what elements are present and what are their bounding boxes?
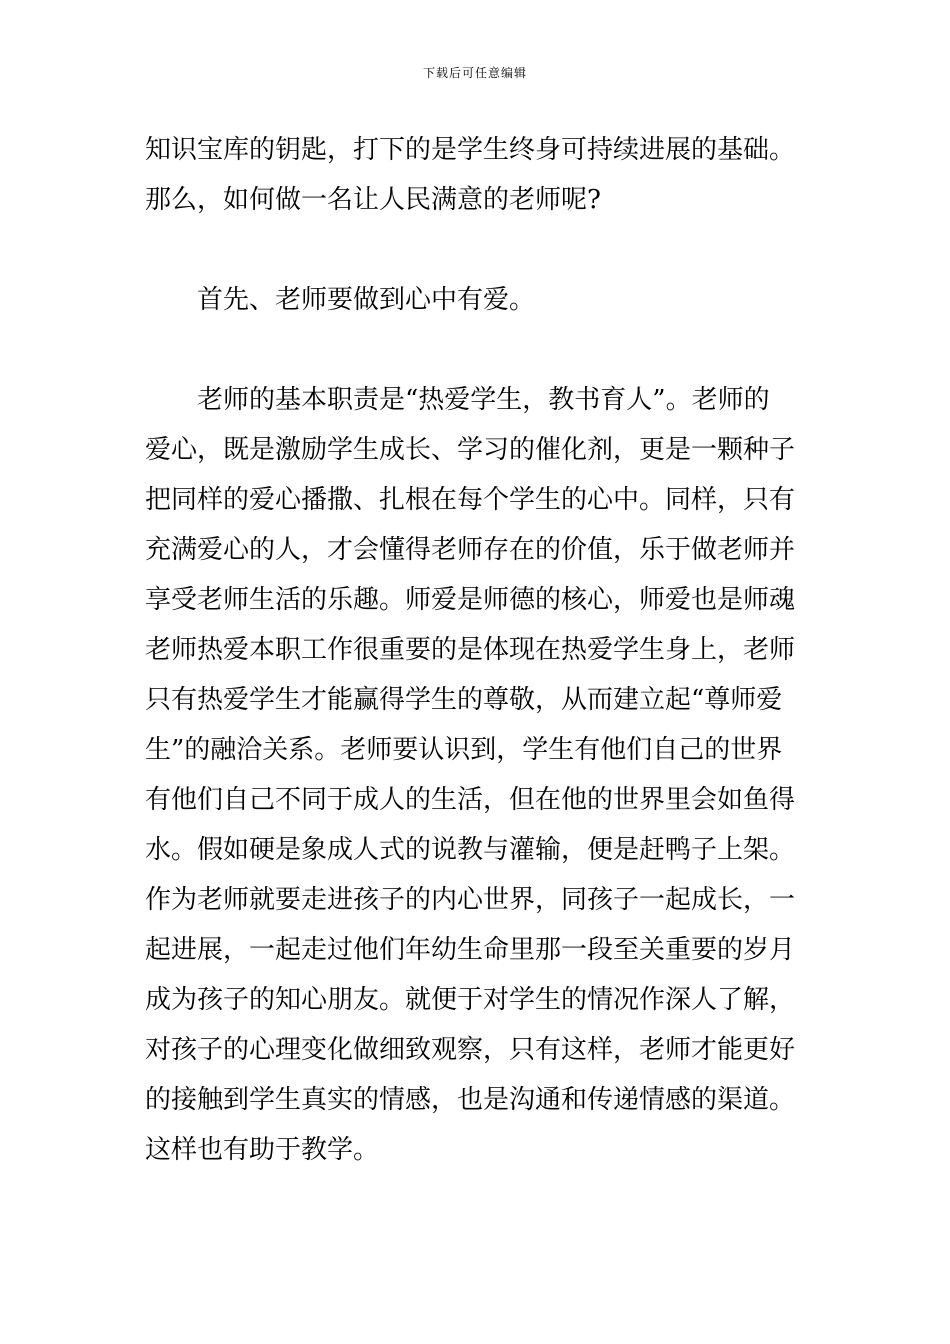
text-line: 对孩子的心理变化做细致观察，只有这样，老师才能更好 xyxy=(145,1035,796,1065)
text-line: 的接触到学生真实的情感，也是沟通和传递情感的渠道。 xyxy=(145,1085,796,1115)
text-line: 有他们自己不同于成人的生活，但在他的世界里会如鱼得 xyxy=(145,785,796,815)
text-line: 水。假如硬是象成人式的说教与灌输，便是赶鸭子上架。 xyxy=(145,835,796,865)
text-line: 作为老师就要走进孩子的内心世界，同孩子一起成长，一 xyxy=(145,885,796,915)
text-line: 这样也有助于教学。 xyxy=(145,1135,380,1165)
paragraph-gap xyxy=(145,225,810,275)
document-body xyxy=(145,125,810,1175)
text-line: 起进展，一起走过他们年幼生命里那一段至关重要的岁月 xyxy=(145,935,796,965)
text-line: 享受老师生活的乐趣。师爱是师德的核心，师爱也是师魂 xyxy=(145,585,796,615)
text-line: 把同样的爱心播撒、扎根在每个学生的心中。同样，只有 xyxy=(145,485,796,515)
text-line: 知识宝库的钥匙，打下的是学生终身可持续进展的基础。 xyxy=(145,135,796,165)
paragraph-gap xyxy=(145,325,810,375)
text-line: 老师的基本职责是“热爱学生，教书育人”。老师的 xyxy=(145,385,770,415)
text-line: 那么，如何做一名让人民满意的老师呢? xyxy=(145,185,601,215)
text-line: 充满爱心的人，才会懂得老师存在的价值，乐于做老师并 xyxy=(145,535,796,565)
text-line: 老师热爱本职工作很重要的是体现在热爱学生身上，老师 xyxy=(145,635,796,665)
page-header: 下载后可任意编辑 xyxy=(422,66,527,80)
section-heading: 首先、老师要做到心中有爱。 xyxy=(145,285,536,315)
text-line: 成为孩子的知心朋友。就便于对学生的情况作深人了解， xyxy=(145,985,796,1015)
text-line: 只有热爱学生才能赢得学生的尊敬，从而建立起“尊师爱 xyxy=(145,685,783,715)
text-line: 生”的融洽关系。老师要认识到，学生有他们自己的世界 xyxy=(145,735,783,765)
text-line: 爱心，既是激励学生成长、学习的催化剂，更是一颗种子 xyxy=(145,435,796,465)
